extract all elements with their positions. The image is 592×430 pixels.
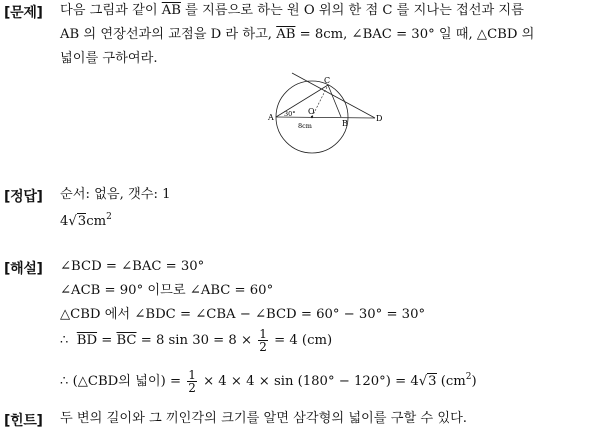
answer-tag: [정답] xyxy=(4,189,43,205)
angle-label: 30° xyxy=(284,110,296,118)
answer-exponent: 2 xyxy=(106,212,112,222)
solution-5-close: ) xyxy=(471,374,477,389)
problem-line-3: 넓이를 구하여라. xyxy=(60,51,158,66)
fraction-numerator: 1 xyxy=(188,368,196,382)
fraction-half xyxy=(258,328,268,353)
sqrt-symbol: √ xyxy=(418,374,428,389)
label-d: D xyxy=(376,114,383,123)
solution-5-radicand: 3 xyxy=(428,374,437,389)
problem-line-1 xyxy=(60,2,524,20)
hint-tag: [힌트] xyxy=(4,413,43,429)
solution-line-1: ∠BCD = ∠BAC = 30° xyxy=(60,259,205,274)
fraction-half-2 xyxy=(187,369,197,394)
therefore-symbol: ∴ xyxy=(60,333,69,348)
label-a: A xyxy=(268,113,274,122)
solution-5-lead: ∴ (△CBD의 넓이) = xyxy=(60,374,182,389)
center-dot xyxy=(311,116,313,118)
solution-line-3: △CBD 에서 ∠BDC = ∠CBA − ∠BCD = 60° − 30° = 30° xyxy=(60,307,426,322)
answer-line-2 xyxy=(60,208,112,231)
solution-4-expr: = 8 sin 30 = 8 × xyxy=(136,333,253,348)
solution-4-result: = 4 (cm) xyxy=(269,333,333,348)
solution-5-unit: (cm xyxy=(436,374,466,389)
geometry-figure xyxy=(262,70,387,160)
segment-bc: $\overline{BC}$ xyxy=(116,333,137,348)
problem-line-2: AB 의 연장선과의 교점을 D 라 하고, $\overline{AB} = 8cm$, ∠BAC = 30° 일 때, △CBD 의 xyxy=(60,27,535,42)
solution-line-2: ∠ACB = 90° 이므로 ∠ABC = 60° xyxy=(60,283,274,298)
answer-line-1: 순서: 없음, 갯수: 1 xyxy=(60,187,171,202)
solution-5-expr: × 4 × 4 × sin (180° − 120°) = 4 xyxy=(198,374,419,389)
solution-line-5 xyxy=(60,362,477,397)
fraction-denominator: 2 xyxy=(259,340,267,354)
segment-bd: $\overline{BD}$ xyxy=(76,333,98,348)
problem-tag: [문제] xyxy=(4,5,43,21)
hint-line-1: 두 변의 길이와 그 끼인각의 크기를 알면 삼각형의 넓이를 구할 수 있다. xyxy=(60,411,467,426)
segment-cb xyxy=(328,85,341,117)
answer-coef: 4 xyxy=(60,214,69,229)
solution-5-exponent: 2 xyxy=(465,372,472,382)
problem-line-1-text: 다음 그림과 같이 $\overline{AB}$ 를 지름으로 하는 원 O 위의 한 점 C 를 지나는 접선과 지름 xyxy=(60,3,524,18)
fraction-denominator: 2 xyxy=(188,381,196,395)
label-c: C xyxy=(324,76,331,85)
label-b: B xyxy=(342,119,348,128)
solution-tag: [해설] xyxy=(4,261,43,277)
label-o: O xyxy=(308,107,315,116)
solution-line-4 xyxy=(60,326,332,356)
equals-sign: = xyxy=(97,333,117,348)
fraction-numerator: 1 xyxy=(259,327,267,341)
sqrt-symbol: √ xyxy=(68,214,77,229)
answer-radicand: 3 xyxy=(77,214,87,229)
length-label: 8cm xyxy=(298,122,312,130)
answer-unit: cm xyxy=(86,214,107,229)
tangent-line xyxy=(292,73,375,118)
